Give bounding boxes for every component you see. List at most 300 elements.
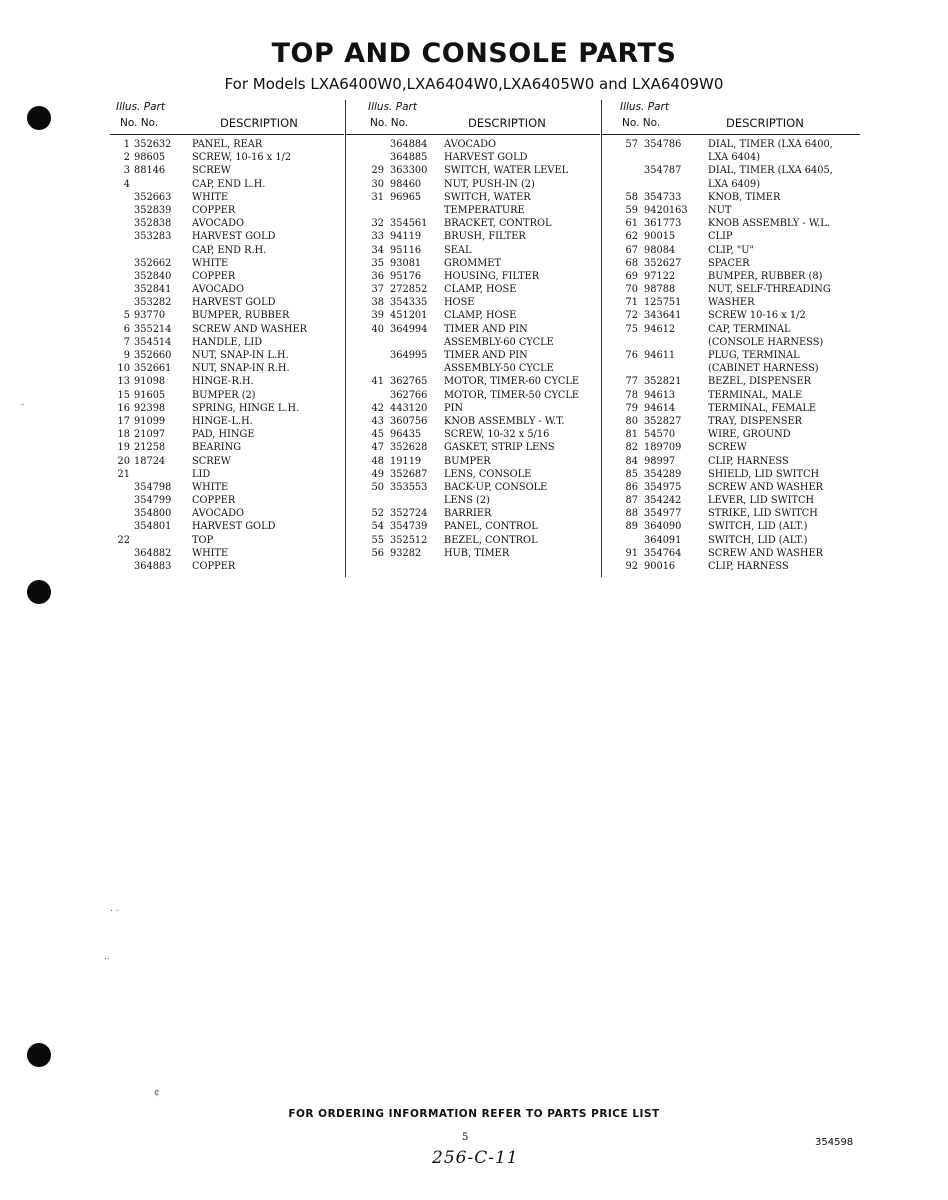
part-description: SHIELD, LID SWITCH <box>708 468 820 480</box>
part-description: LEVER, LID SWITCH <box>708 495 815 507</box>
part-description: TIMER AND PIN <box>444 350 528 361</box>
part-description: HOSE <box>444 297 475 309</box>
part-number: 354561 <box>390 218 428 230</box>
part-number: 364995 <box>390 350 428 361</box>
parts-row <box>110 481 344 494</box>
parts-row <box>602 296 860 309</box>
part-number: 272852 <box>390 284 428 296</box>
part-description: CAP, END L.H. <box>192 178 266 190</box>
part-number: 352841 <box>134 284 172 296</box>
illus-number: 1 <box>123 139 130 150</box>
illus-number: 77 <box>625 376 638 388</box>
part-description: HINGE-R.H. <box>192 376 254 388</box>
illus-number: 4 <box>123 178 130 190</box>
part-number: 353283 <box>134 231 172 243</box>
parts-row <box>346 520 600 533</box>
parts-row <box>110 138 344 151</box>
part-description: BUMPER, RUBBER <box>192 310 290 322</box>
part-number: 354764 <box>644 547 682 559</box>
parts-row <box>110 270 344 283</box>
part-description: CLIP, HARNESS <box>708 561 789 572</box>
part-number: 352662 <box>134 257 172 269</box>
illus-number: 69 <box>625 270 638 282</box>
part-number: 94614 <box>644 402 676 414</box>
illus-number: 20 <box>117 455 130 467</box>
parts-row <box>110 309 344 322</box>
part-number: 91099 <box>134 415 166 427</box>
illus-number: 88 <box>625 508 638 520</box>
illus-number: 6 <box>123 323 130 335</box>
part-description: KNOB, TIMER <box>708 191 781 203</box>
parts-row <box>346 178 600 191</box>
parts-row <box>110 375 344 388</box>
part-description: NUT <box>708 204 732 216</box>
illus-number: 3 <box>123 165 130 177</box>
parts-row <box>602 244 860 257</box>
scan-speck: . . <box>110 904 119 914</box>
part-description: SCREW <box>708 442 747 454</box>
illus-number: 72 <box>625 310 638 322</box>
parts-row <box>602 441 860 454</box>
part-number: 364994 <box>390 323 428 335</box>
parts-row <box>110 362 344 375</box>
part-description: ASSEMBLY-50 CYCLE <box>444 363 554 375</box>
part-description: TEMPERATURE <box>444 204 525 216</box>
parts-row <box>346 507 600 520</box>
part-number: 352627 <box>644 257 682 269</box>
part-description: BEARING <box>192 442 242 454</box>
illus-number: 67 <box>625 244 638 256</box>
part-description: TERMINAL, FEMALE <box>708 402 817 414</box>
parts-row <box>602 309 860 322</box>
parts-row <box>110 204 344 217</box>
parts-row <box>110 323 344 336</box>
scan-speck: .. <box>104 952 110 962</box>
parts-row <box>602 164 860 177</box>
illus-number: 15 <box>117 389 130 401</box>
parts-row <box>110 151 344 164</box>
illus-number: 85 <box>625 468 638 480</box>
parts-row <box>602 389 860 402</box>
part-description: GASKET, STRIP LENS <box>444 442 555 454</box>
part-description: GROMMET <box>444 257 501 269</box>
parts-column-3 <box>602 100 860 573</box>
parts-row <box>110 507 344 520</box>
illus-number: 38 <box>371 297 384 309</box>
part-number: 352661 <box>134 363 172 375</box>
parts-row <box>346 323 600 336</box>
part-description: SCREW <box>192 455 231 467</box>
part-description: WHITE <box>192 257 229 269</box>
part-description: COPPER <box>192 270 236 282</box>
parts-row <box>602 257 860 270</box>
part-description: KNOB ASSEMBLY - W.T. <box>444 415 565 427</box>
part-number: 21097 <box>134 429 166 441</box>
part-description: STRIKE, LID SWITCH <box>708 508 818 520</box>
parts-row <box>602 507 860 520</box>
part-number: 98605 <box>134 152 166 164</box>
parts-row <box>110 455 344 468</box>
part-number: 95116 <box>390 244 422 256</box>
part-description: NUT, SNAP-IN L.H. <box>192 350 289 361</box>
part-description: MOTOR, TIMER-50 CYCLE <box>444 389 580 401</box>
parts-row <box>602 230 860 243</box>
part-description: (CABINET HARNESS) <box>708 363 819 375</box>
part-number: 95176 <box>390 270 422 282</box>
part-number: 343641 <box>644 310 682 322</box>
part-number: 88146 <box>134 165 166 177</box>
illus-number: 62 <box>625 231 638 243</box>
punch-hole-top <box>27 106 51 130</box>
parts-row <box>602 455 860 468</box>
part-description: CLIP, "U" <box>708 244 754 256</box>
part-number: 353282 <box>134 297 172 309</box>
illus-number: 76 <box>625 350 638 361</box>
part-description: MOTOR, TIMER-60 CYCLE <box>444 376 580 388</box>
part-description: SCREW, 10-16 x 1/2 <box>192 152 292 164</box>
parts-row <box>602 283 860 296</box>
part-description: NUT, SELF-THREADING <box>708 284 831 296</box>
parts-row <box>602 204 860 217</box>
part-description: BUMPER (2) <box>192 389 256 401</box>
part-description: CLAMP, HOSE <box>444 284 517 296</box>
part-number: 19119 <box>390 455 422 467</box>
part-description: NUT, PUSH-IN (2) <box>444 178 535 190</box>
illus-number: 87 <box>625 495 638 507</box>
part-description: WASHER <box>708 297 755 309</box>
part-number: 451201 <box>390 310 428 322</box>
illus-number: 89 <box>625 521 638 533</box>
page-subtitle: For Models LXA6400W0,LXA6404W0,LXA6405W0 and LXA6409W0 <box>224 75 724 93</box>
part-description: LXA 6404) <box>708 152 761 164</box>
illus-number: 42 <box>371 402 384 414</box>
part-description: AVOCADO <box>444 139 496 150</box>
scan-speck: ¢ <box>154 1088 160 1098</box>
part-number: 54570 <box>644 429 676 441</box>
illus-number: 13 <box>117 376 130 388</box>
scan-speck: - <box>21 400 25 410</box>
part-number: 92398 <box>134 402 166 414</box>
parts-row <box>602 362 860 375</box>
illus-number: 75 <box>625 323 638 335</box>
part-description: HOUSING, FILTER <box>444 270 540 282</box>
illus-number: 30 <box>371 178 384 190</box>
part-description: SWITCH, WATER LEVEL <box>444 165 569 177</box>
ordering-info-footer: FOR ORDERING INFORMATION REFER TO PARTS PRICE LIST <box>288 1108 660 1120</box>
part-description: SPACER <box>708 257 750 269</box>
part-description: BARRIER <box>444 508 492 520</box>
parts-row <box>110 191 344 204</box>
parts-row <box>346 534 600 547</box>
parts-row <box>346 428 600 441</box>
part-number: 362766 <box>390 389 428 401</box>
part-number: 352839 <box>134 204 172 216</box>
parts-row <box>346 547 600 560</box>
part-number: 98084 <box>644 244 676 256</box>
part-number: 21258 <box>134 442 166 454</box>
parts-column-1 <box>110 100 344 573</box>
illus-number: 19 <box>117 442 130 454</box>
part-description: PANEL, CONTROL <box>444 521 538 533</box>
part-number: 125751 <box>644 297 682 309</box>
parts-row <box>110 257 344 270</box>
illus-number: 35 <box>371 257 384 269</box>
parts-row <box>346 362 600 375</box>
illus-number: 71 <box>625 297 638 309</box>
part-number: 352687 <box>390 468 428 480</box>
parts-row <box>346 441 600 454</box>
illus-number: 40 <box>371 323 384 335</box>
part-description: HUB, TIMER <box>444 547 510 559</box>
part-number: 93081 <box>390 257 422 269</box>
part-number: 364882 <box>134 547 172 559</box>
part-number: 363300 <box>390 165 428 177</box>
punch-hole-middle <box>27 580 51 604</box>
column-header <box>110 100 344 135</box>
part-description: WIRE, GROUND <box>708 429 791 441</box>
part-description: CLAMP, HOSE <box>444 310 517 322</box>
part-number: 354335 <box>390 297 428 309</box>
illus-number: 32 <box>371 218 384 230</box>
part-description: AVOCADO <box>192 508 244 520</box>
parts-row <box>602 428 860 441</box>
parts-row <box>110 415 344 428</box>
parts-row <box>602 520 860 533</box>
illus-number: 50 <box>371 481 384 493</box>
part-number: 354800 <box>134 508 172 520</box>
parts-row <box>110 389 344 402</box>
parts-row <box>346 270 600 283</box>
part-description: BRACKET, CONTROL <box>444 218 552 230</box>
illus-number: 86 <box>625 481 638 493</box>
illus-number: 43 <box>371 415 384 427</box>
part-number: 98460 <box>390 178 422 190</box>
illus-number: 39 <box>371 310 384 322</box>
illus-number: 18 <box>117 429 130 441</box>
part-number: 360756 <box>390 415 428 427</box>
parts-row <box>110 494 344 507</box>
header-description: DESCRIPTION <box>726 116 804 130</box>
parts-row <box>110 402 344 415</box>
part-number: 9420163 <box>644 204 688 216</box>
part-description: DIAL, TIMER (LXA 6400, <box>708 139 833 150</box>
part-description: CAP, END R.H. <box>192 244 267 256</box>
illus-number: 16 <box>117 402 130 414</box>
parts-row <box>110 336 344 349</box>
parts-row <box>110 217 344 230</box>
parts-row <box>110 560 344 573</box>
illus-number: 36 <box>371 270 384 282</box>
illus-number: 91 <box>625 547 638 559</box>
part-number: 90016 <box>644 561 676 572</box>
part-number: 352840 <box>134 270 172 282</box>
part-description: BRUSH, FILTER <box>444 231 526 243</box>
illus-number: 48 <box>371 455 384 467</box>
parts-row <box>110 547 344 560</box>
parts-row <box>602 217 860 230</box>
part-number: 443120 <box>390 402 428 414</box>
part-description: HANDLE, LID <box>192 336 263 348</box>
part-number: 361773 <box>644 218 682 230</box>
part-number: 354977 <box>644 508 682 520</box>
part-number: 354242 <box>644 495 682 507</box>
part-description: COPPER <box>192 204 236 216</box>
part-number: 18724 <box>134 455 166 467</box>
part-number: 355214 <box>134 323 172 335</box>
header-description: DESCRIPTION <box>468 116 546 130</box>
part-description: CLIP, HARNESS <box>708 455 789 467</box>
parts-row <box>346 164 600 177</box>
header-no-no: No. No. <box>370 117 409 129</box>
part-number: 94613 <box>644 389 676 401</box>
illus-number: 70 <box>625 284 638 296</box>
part-description: (CONSOLE HARNESS) <box>708 336 824 348</box>
illus-number: 34 <box>371 244 384 256</box>
part-description: CAP, TERMINAL <box>708 323 791 335</box>
part-description: HINGE-L.H. <box>192 415 253 427</box>
illus-number: 78 <box>625 389 638 401</box>
part-description: TRAY, DISPENSER <box>708 415 803 427</box>
part-number: 364090 <box>644 521 682 533</box>
page-title: TOP AND CONSOLE PARTS <box>271 38 677 69</box>
part-number: 354799 <box>134 495 172 507</box>
illus-number: 2 <box>123 152 130 164</box>
illus-number: 59 <box>625 204 638 216</box>
parts-row <box>346 151 600 164</box>
parts-row <box>602 468 860 481</box>
part-number: 94611 <box>644 350 676 361</box>
illus-number: 84 <box>625 455 638 467</box>
parts-row <box>110 349 344 362</box>
parts-row <box>110 534 344 547</box>
part-description: BUMPER <box>444 455 491 467</box>
parts-column-2 <box>346 100 600 560</box>
parts-row <box>602 481 860 494</box>
part-number: 354514 <box>134 336 172 348</box>
part-number: 96965 <box>390 191 422 203</box>
part-number: 364885 <box>390 152 428 164</box>
part-description: SCREW 10-16 x 1/2 <box>708 310 806 322</box>
parts-row <box>602 402 860 415</box>
parts-row <box>110 441 344 454</box>
parts-row <box>602 138 860 151</box>
part-description: WHITE <box>192 481 229 493</box>
parts-row <box>110 164 344 177</box>
illus-number: 55 <box>371 534 384 546</box>
page-number: 5 <box>462 1132 469 1143</box>
illus-number: 57 <box>625 139 638 150</box>
part-number: 352827 <box>644 415 682 427</box>
part-description: HARVEST GOLD <box>192 521 276 533</box>
parts-row <box>602 178 860 191</box>
part-number: 94612 <box>644 323 676 335</box>
illus-number: 5 <box>123 310 130 322</box>
part-number: 352660 <box>134 350 172 361</box>
part-number: 352663 <box>134 191 172 203</box>
part-number: 352724 <box>390 508 428 520</box>
parts-row <box>346 217 600 230</box>
part-description: AVOCADO <box>192 218 244 230</box>
part-number: 354739 <box>390 521 428 533</box>
parts-row <box>602 560 860 573</box>
part-description: PAD, HINGE <box>192 429 255 441</box>
parts-row <box>602 547 860 560</box>
parts-row <box>602 375 860 388</box>
part-number: 353553 <box>390 481 428 493</box>
illus-number: 56 <box>371 547 384 559</box>
parts-row <box>346 336 600 349</box>
part-description: LID <box>192 468 211 480</box>
part-description: WHITE <box>192 191 229 203</box>
part-description: SCREW AND WASHER <box>708 547 823 559</box>
header-illus-part: Illus. Part <box>620 101 669 113</box>
parts-row <box>346 481 600 494</box>
handwritten-note: 256-C-11 <box>432 1148 519 1168</box>
parts-row <box>602 323 860 336</box>
illus-number: 61 <box>625 218 638 230</box>
part-number: 94119 <box>390 231 422 243</box>
part-description: BUMPER, RUBBER (8) <box>708 270 823 282</box>
parts-row <box>110 178 344 191</box>
header-description: DESCRIPTION <box>220 116 298 130</box>
parts-row <box>346 230 600 243</box>
part-description: SWITCH, LID (ALT.) <box>708 534 808 546</box>
part-number: 354787 <box>644 165 682 177</box>
parts-row <box>602 151 860 164</box>
parts-row <box>346 309 600 322</box>
part-number: 352512 <box>390 534 428 546</box>
illus-number: 92 <box>625 561 638 572</box>
illus-number: 52 <box>371 508 384 520</box>
part-description: ASSEMBLY-60 CYCLE <box>444 336 554 348</box>
part-number: 189709 <box>644 442 682 454</box>
part-description: LXA 6409) <box>708 178 761 190</box>
parts-row <box>346 402 600 415</box>
part-number: 364091 <box>644 534 682 546</box>
part-description: AVOCADO <box>192 284 244 296</box>
part-description: SCREW <box>192 165 231 177</box>
parts-row <box>346 349 600 362</box>
illus-number: 17 <box>117 415 130 427</box>
parts-row <box>346 138 600 151</box>
illus-number: 54 <box>371 521 384 533</box>
part-description: SEAL <box>444 244 472 256</box>
part-description: PANEL, REAR <box>192 139 263 150</box>
parts-row <box>110 230 344 243</box>
part-number: 98788 <box>644 284 676 296</box>
illus-number: 37 <box>371 284 384 296</box>
document-number: 354598 <box>815 1137 854 1148</box>
part-description: HARVEST GOLD <box>192 231 276 243</box>
part-number: 364884 <box>390 139 428 150</box>
parts-row <box>346 375 600 388</box>
part-description: NUT, SNAP-IN R.H. <box>192 363 290 375</box>
parts-list <box>110 138 344 573</box>
parts-row <box>346 494 600 507</box>
part-number: 352821 <box>644 376 682 388</box>
parts-row <box>110 283 344 296</box>
illus-number: 10 <box>117 363 130 375</box>
illus-number: 22 <box>117 534 130 546</box>
header-no-no: No. No. <box>120 117 159 129</box>
part-description: HARVEST GOLD <box>192 297 276 309</box>
part-number: 354975 <box>644 481 682 493</box>
part-number: 96435 <box>390 429 422 441</box>
parts-row <box>602 336 860 349</box>
part-number: 90015 <box>644 231 676 243</box>
parts-row <box>346 244 600 257</box>
illus-number: 68 <box>625 257 638 269</box>
